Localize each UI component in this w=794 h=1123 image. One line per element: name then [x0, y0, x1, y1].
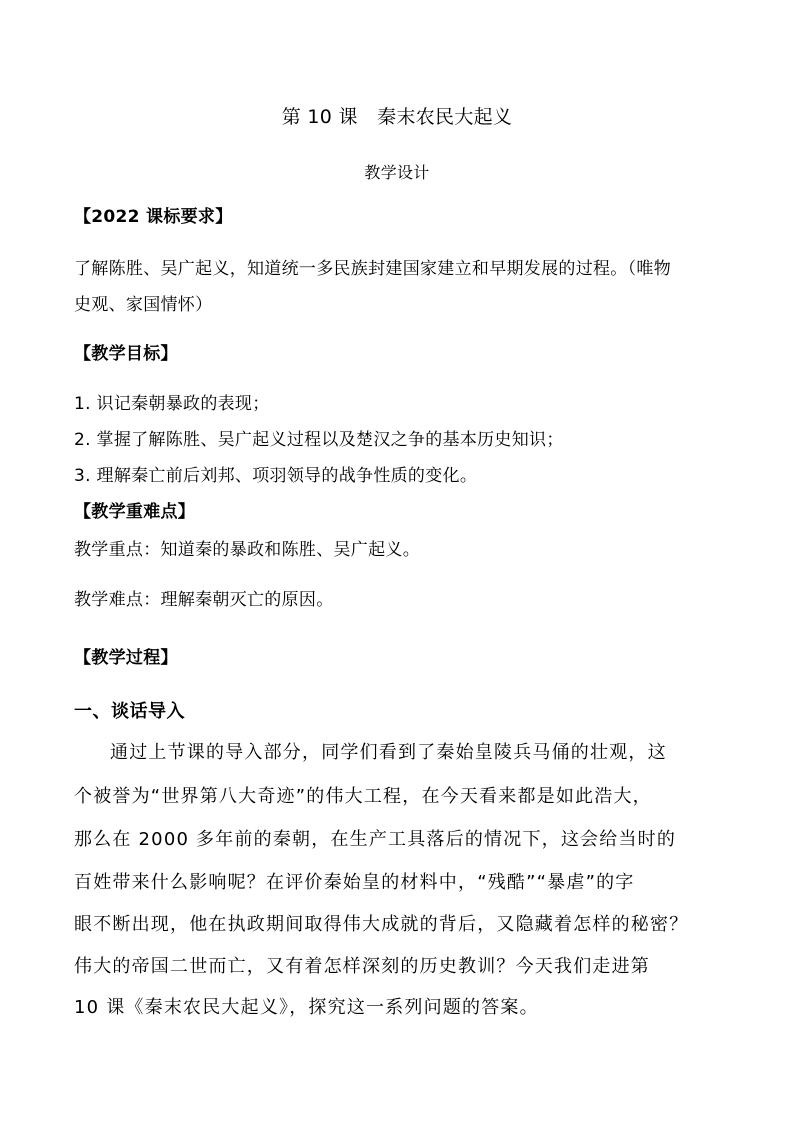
paragraph-line: 通过上节课的导入部分，同学们看到了秦始皇陵兵马俑的壮观，这 — [110, 742, 667, 763]
process-heading: 【教学过程】 — [74, 648, 178, 668]
objective-item: 1. 识记秦朝暴政的表现； — [74, 394, 270, 414]
paragraph-line: 那么在 2000 多年前的秦朝，在生产工具落后的情况下，这会给当时的 — [74, 829, 677, 850]
paragraph-line: 个被誉为“世界第八大奇迹”的伟大工程，在今天看来都是如此浩大， — [74, 786, 652, 807]
paragraph-line: 10 课《秦末农民大起义》，探究这一系列问题的答案。 — [74, 997, 539, 1018]
standards-heading: 【2022 课标要求】 — [74, 207, 233, 227]
objective-item: 2. 掌握了解陈胜、吴广起义过程以及楚汉之争的基本历史知识； — [74, 430, 564, 450]
standards-line: 史观、家国情怀） — [74, 295, 213, 315]
paragraph-line: 伟大的帝国二世而亡，又有着怎样深刻的历史教训？今天我们走进第 — [74, 956, 650, 977]
paragraph-line: 百姓带来什么影响呢？在评价秦始皇的材料中，“残酷”“暴虐”的字 — [74, 872, 635, 893]
page-subtitle: 教学设计 — [364, 163, 430, 182]
key-point-focus: 教学重点：知道秦的暴政和陈胜、吴广起义。 — [74, 540, 420, 560]
key-points-heading: 【教学重难点】 — [74, 502, 196, 522]
section-heading: 一、谈话导入 — [74, 701, 185, 722]
objectives-heading: 【教学目标】 — [74, 344, 178, 364]
key-point-difficulty: 教学难点：理解秦朝灭亡的原因。 — [74, 590, 334, 610]
objective-item: 3. 理解秦亡前后刘邦、项羽领导的战争性质的变化。 — [74, 466, 478, 486]
page-title: 第 10 课 秦末农民大起义 — [281, 106, 513, 128]
paragraph-line: 眼不断出现，他在执政期间取得伟大成就的背后，又隐藏着怎样的秘密？ — [74, 914, 689, 935]
standards-line: 了解陈胜、吴广起义，知道统一多民族封建国家建立和早期发展的过程。（唯物 — [74, 259, 671, 279]
